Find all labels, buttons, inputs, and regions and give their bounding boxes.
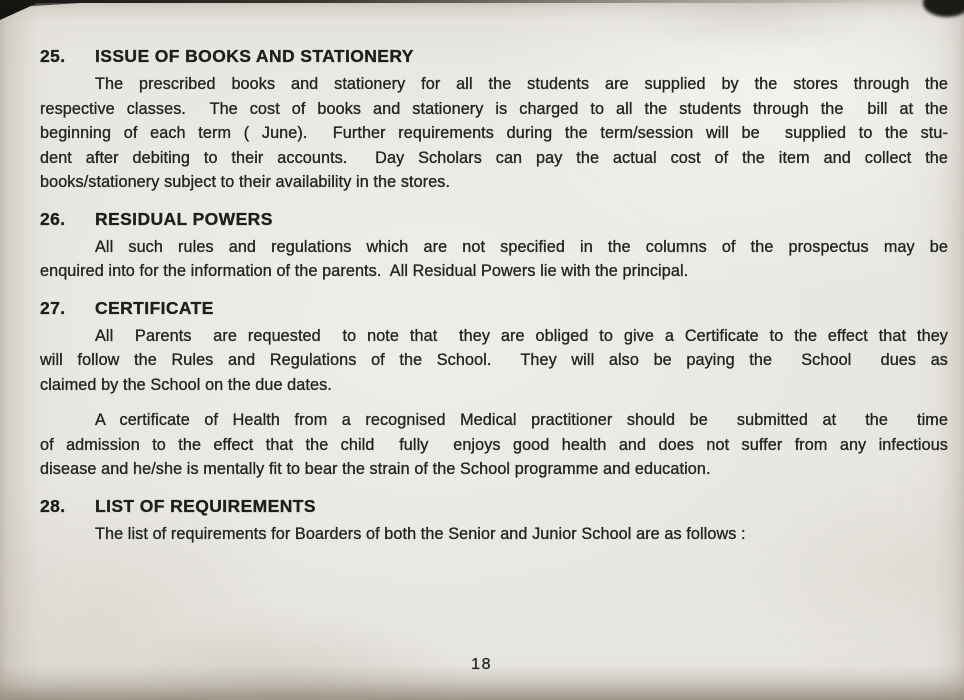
text-line: respective classes. The cost of books and stationery is charged to all the students through the bill at the bbox=[40, 99, 948, 118]
section-28 bbox=[40, 496, 948, 547]
text-line: enquired into for the information of the parents. All Residual Powers lie with the principal. bbox=[40, 262, 689, 280]
text-line: of admission to the effect that the child fully enjoys good health and does not suffer from any infectious bbox=[40, 435, 948, 454]
section-heading bbox=[40, 298, 948, 319]
text-line: dent after debiting to their accounts. Day Scholars can pay the actual cost of the item and collect the bbox=[40, 148, 948, 167]
paragraph bbox=[40, 235, 948, 284]
paragraph bbox=[40, 72, 948, 195]
text-line: disease and he/she is mentally fit to bear the strain of the School programme and education. bbox=[40, 460, 711, 478]
text-line: All such rules and regulations which are not specified in the columns of the prospectus may be bbox=[95, 237, 948, 256]
paragraph bbox=[40, 522, 948, 547]
section-title: RESIDUAL POWERS bbox=[95, 208, 273, 229]
text-line: will follow the Rules and Regulations of the School. They will also be paying the School dues as bbox=[40, 351, 948, 369]
section-heading bbox=[40, 46, 948, 67]
section-title: CERTIFICATE bbox=[95, 297, 214, 318]
section-26 bbox=[40, 209, 948, 284]
section-title: ISSUE OF BOOKS AND STATIONERY bbox=[95, 46, 414, 66]
paragraph bbox=[40, 408, 948, 482]
section-title: LIST OF REQUIREMENTS bbox=[95, 495, 316, 516]
text-line: The list of requirements for Boarders of both the Senior and Junior School are as follows : bbox=[95, 524, 746, 543]
section-27 bbox=[40, 298, 948, 482]
section-number: 27. bbox=[40, 297, 66, 318]
paragraph bbox=[40, 324, 948, 398]
section-number: 25. bbox=[40, 46, 66, 66]
text-line: books/stationery subject to their availability in the stores. bbox=[40, 173, 451, 191]
text-line: beginning of each term ( June). Further requirements during the term/session will be supplied to the stu- bbox=[40, 124, 948, 142]
text-line: The prescribed books and stationery for all the students are supplied by the stores through the bbox=[95, 75, 948, 93]
section-number: 26. bbox=[40, 208, 66, 229]
section-25 bbox=[40, 46, 948, 195]
text-line: All Parents are requested to note that they are obliged to give a Certificate to the effect that they bbox=[95, 326, 948, 345]
page-number: 18 bbox=[471, 656, 492, 673]
section-number: 28. bbox=[40, 495, 66, 516]
section-heading bbox=[40, 209, 948, 230]
section-heading bbox=[40, 496, 948, 517]
text-line: A certificate of Health from a recognised Medical practitioner should be submitted at the time bbox=[95, 411, 948, 429]
text-line: claimed by the School on the due dates. bbox=[40, 375, 332, 394]
